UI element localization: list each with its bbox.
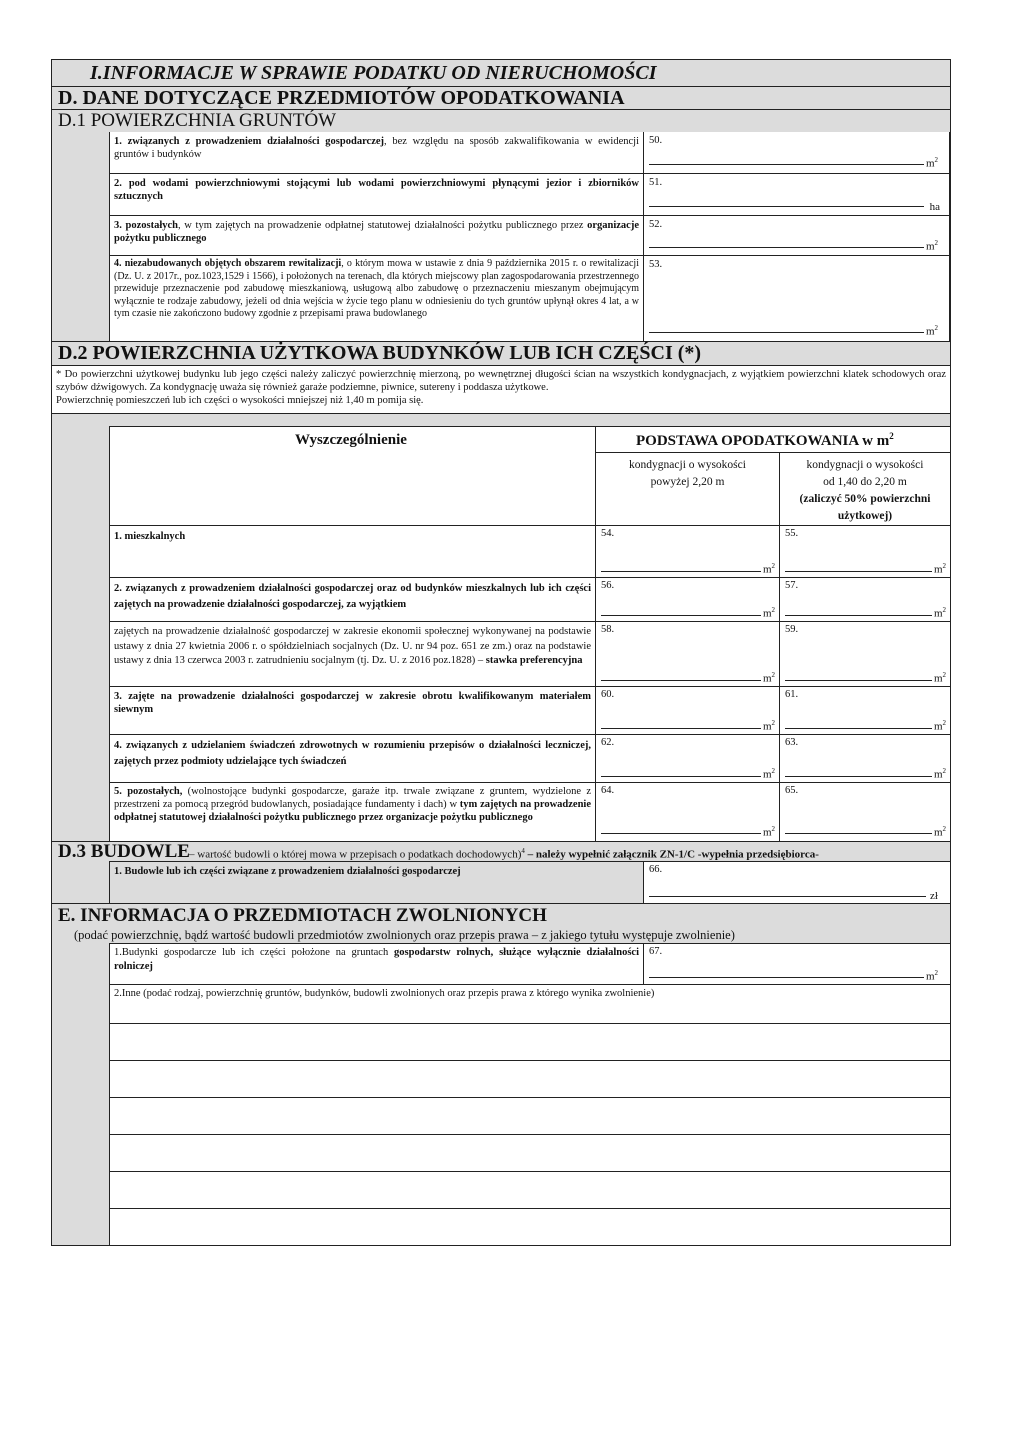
d2-col-a: kondygnacji o wysokości powyżej 2,20 m xyxy=(596,453,780,526)
field-59[interactable]: 59. $m^2$ xyxy=(785,624,946,685)
d1-row-3 xyxy=(110,216,950,256)
d1-left-margin xyxy=(52,132,110,341)
d2-col-b: kondygnacji o wysokości od 1,40 do 2,20 m (zaliczyć 50% powierzchni użytkowej) xyxy=(799,459,931,522)
d2-title: D.2 POWIERZCHNIA UŻYTKOWA BUDYNKÓW LUB ICH CZĘŚCI (*) xyxy=(58,342,702,364)
e-blank-line-1[interactable] xyxy=(110,1023,950,1060)
field-51[interactable] xyxy=(644,174,950,216)
d1-row-4 xyxy=(110,256,950,341)
section-d-header xyxy=(52,87,950,110)
d2-row-1-text: 1. mieszkalnych xyxy=(114,531,186,542)
field-50-unit: $m^2$ xyxy=(925,156,938,170)
section-i-title: I.INFORMACJE W SPRAWIE PODATKU OD NIERUCHOMOŚCI xyxy=(90,62,657,84)
d2-row-6 xyxy=(110,782,950,841)
e-blank-line-5[interactable] xyxy=(110,1171,950,1208)
field-51-label: 51. xyxy=(649,177,663,188)
section-e-left-margin xyxy=(52,943,110,1245)
field-65[interactable]: 65. $m^2$ xyxy=(785,785,946,839)
d1-header xyxy=(52,110,950,132)
field-63[interactable]: 63. $m^2$ xyxy=(785,737,946,781)
d2-row-6-text: (wolnostojące budynki gospodarcze, garaże itp. trwale związane z gruntem, wydzielone z przestrzeni za pomocą przegród budowlanych, posiadające fundamenty i dach) w xyxy=(114,786,592,810)
d2-col-spec: Wyszczególnienie xyxy=(295,432,407,448)
field-53-label: 53. xyxy=(649,259,663,270)
field-55[interactable]: 55. $m^2$ xyxy=(785,528,946,576)
section-d-title: D. DANE DOTYCZĄCE PRZEDMIOTÓW OPODATKOWANIA xyxy=(58,87,625,109)
field-61[interactable]: 61. $m^2$ xyxy=(785,689,946,733)
section-i-header xyxy=(52,60,950,87)
e-row-1-bold: gospodarstw rolnych, służące wyłącznie działalności rolniczej xyxy=(114,947,640,972)
e-row-2[interactable] xyxy=(110,984,950,1023)
d2-row-4 xyxy=(110,686,950,734)
field-66[interactable]: 66. zł xyxy=(649,864,938,902)
field-52[interactable] xyxy=(644,216,950,256)
field-51-unit: ha xyxy=(929,201,940,213)
e-row-2-text: 2.Inne (podać rodzaj, powierzchnię gruntów, budynków, budowli zwolnionych oraz przepis prawa z którego wynika zwolnienie) xyxy=(114,988,655,999)
field-54[interactable]: 54. $m^2$ xyxy=(596,526,780,578)
d2-header xyxy=(52,341,950,366)
e-blank-line-2[interactable] xyxy=(110,1060,950,1097)
field-53-unit: $m^2$ xyxy=(925,324,938,338)
d2-row-6-tail: tym zajętych na prowadzenie odpłatnej statutowej działalności pożytku publicznego przez organizacje pożytku publicznego xyxy=(114,799,591,823)
d2-row-2-text: 2. związanych z prowadzeniem działalności gospodarczej oraz od budynków mieszkalnych lub ich części zajętych na prowadzenie działalności gospodarczej, za wyjątkiem xyxy=(114,583,591,610)
d2-note xyxy=(52,366,950,414)
d2-col-base: PODSTAWA OPODATKOWANIA w $m^2$ xyxy=(636,431,894,449)
field-50[interactable] xyxy=(644,132,950,174)
d2-left-margin xyxy=(52,426,110,841)
e-blank-line-6[interactable] xyxy=(110,1208,950,1245)
field-57[interactable]: 57. $m^2$ xyxy=(785,580,946,620)
d1-row-1 xyxy=(110,132,950,174)
d1-row-4-lead: 4. niezabudowanych objętych obszarem rewitalizacji xyxy=(114,258,342,269)
d1-row-3-tail: organizacje pożytku publicznego xyxy=(114,220,639,244)
field-52-unit: $m^2$ xyxy=(925,239,938,253)
e-row-1-text: 1.Budynki gospodarcze lub ich części położone na gruntach xyxy=(114,947,395,958)
d1-row-4-text: , o którym mowa w ustawie z dnia 9 października 2015 r. o rewitalizacji (Dz. U. z 2017r., poz.1023,1529 i 1566), i położonych na terenach, dla których miejscowy plan zagospodarowania przestrzennego przewiduje przeznaczenie pod zabudowę mieszkaniową, usługową albo zabudowę o przeznaczeniu mieszanym obejmującym wyłącznie te rodzaje zabudowy, jeżeli od dnia wejścia w życie tego planu w odniesieniu do tych gruntów upłynął okres 4 lat, a w tym czasie nie zakończono budowy zgodnie z przepisami prawa budowlanego xyxy=(114,258,639,319)
d2-table-header xyxy=(110,426,950,525)
d2-row-3 xyxy=(110,621,950,686)
field-53[interactable] xyxy=(644,256,950,341)
d1-row-3-text: , w tym zajętych na prowadzenie odpłatnej statutowej działalności pożytku publicznego przez xyxy=(178,220,588,231)
field-56[interactable]: 56. $m^2$ xyxy=(596,578,780,622)
d2-row-5-text: 4. związanych z udzielaniem świadczeń zdrowotnych w rozumieniu przepisów o działalności leczniczej, zajętych przez podmioty udzielające tych świadczeń xyxy=(114,740,591,767)
field-67[interactable]: 67. $m^2$ xyxy=(649,946,938,983)
d1-row-3-lead: 3. pozostałych xyxy=(114,220,179,231)
field-60[interactable]: 60. $m^2$ xyxy=(596,687,780,735)
d2-row-6-lead: 5. pozostałych, xyxy=(114,786,183,797)
d3-title: D.3 BUDOWLE xyxy=(58,841,190,861)
e-row-1 xyxy=(110,943,950,984)
d2-row-3-tail: stawka preferencyjna xyxy=(485,655,583,666)
section-e-title: E. INFORMACJA O PRZEDMIOTACH ZWOLNIONYCH xyxy=(58,905,547,926)
d3-desc: – wartość budowli o której mowa w przepisach o podatkach dochodowych)$^4$ – należy wypełnić załącznik ZN-1/C -wypełnia przedsiębiorca- xyxy=(189,847,819,861)
d2-note-text-2: Powierzchnię pomieszczeń lub ich części o wysokości mniejszej niż 1,40 m pomija się. xyxy=(56,395,424,406)
d1-row-2-lead: 2. pod wodami powierzchniowymi stojącymi lub wodami powierzchniowymi płynącymi jezior i zbiorników sztucznych xyxy=(114,178,639,202)
e-blank-line-4[interactable] xyxy=(110,1134,950,1171)
field-52-label: 52. xyxy=(649,219,663,230)
d2-row-3-text: zajętych na prowadzenie działalność gospodarczej w zakresie ekonomii społecznej wykonywanej na podstawie ustawy z dnia 27 kwietnia 2006 r. o spółdzielniach socjalnych (Dz. U. nr 94 poz. 651 ze zm.) oraz na podstawie ustawy z dnia 13 czerwca 2003 r. zatrudnieniu socjalnym (tj. Dz. U. z 2016 poz.1828) – xyxy=(114,626,591,666)
d2-row-5 xyxy=(110,734,950,782)
field-62[interactable]: 62. $m^2$ xyxy=(596,735,780,783)
d2-gray-top xyxy=(52,414,950,426)
d2-note-text: * Do powierzchni użytkowej budynku lub jego części należy zaliczyć powierzchnię mierzoną, po wewnętrznej długości ścian na wszystkich kondygnacjach, z wyjątkiem powierzchni klatek schodowych oraz szybów dźwigowych. Za kondygnację uważa się również garaże podziemne, piwnice, sutereny i poddasza użytkowe. xyxy=(56,369,946,393)
d2-row-1 xyxy=(110,525,950,577)
field-50-label: 50. xyxy=(649,135,663,146)
d1-row-1-text: , bez względu na sposób zakwalifikowania w ewidencji gruntów i budynków xyxy=(114,136,639,160)
field-64[interactable]: 64. $m^2$ xyxy=(596,783,780,842)
d2-row-4-text: 3. zajęte na prowadzenie działalności gospodarczej w zakresie obrotu kwalifikowanym materiałem siewnym xyxy=(114,691,591,715)
d3-row-1-text: 1. Budowle lub ich części związane z prowadzeniem działalności gospodarczej xyxy=(114,866,461,877)
d2-row-2 xyxy=(110,577,950,621)
d1-row-2 xyxy=(110,174,950,216)
d1-row-1-lead: 1. związanych z prowadzeniem działalności gospodarczej xyxy=(114,136,385,147)
d3-header xyxy=(52,841,950,861)
d1-title: D.1 POWIERZCHNIA GRUNTÓW xyxy=(58,110,337,131)
section-e-subtitle: (podać powierzchnię, bądź wartość budowli przedmiotów zwolnionych oraz przepis prawa – z jakiego tytułu występuje zwolnienie) xyxy=(74,928,735,942)
field-58[interactable]: 58. $m^2$ xyxy=(596,622,780,687)
d3-row-1 xyxy=(110,861,950,903)
e-blank-line-3[interactable] xyxy=(110,1097,950,1134)
d3-left-margin xyxy=(52,861,110,903)
section-e-header xyxy=(52,903,950,943)
